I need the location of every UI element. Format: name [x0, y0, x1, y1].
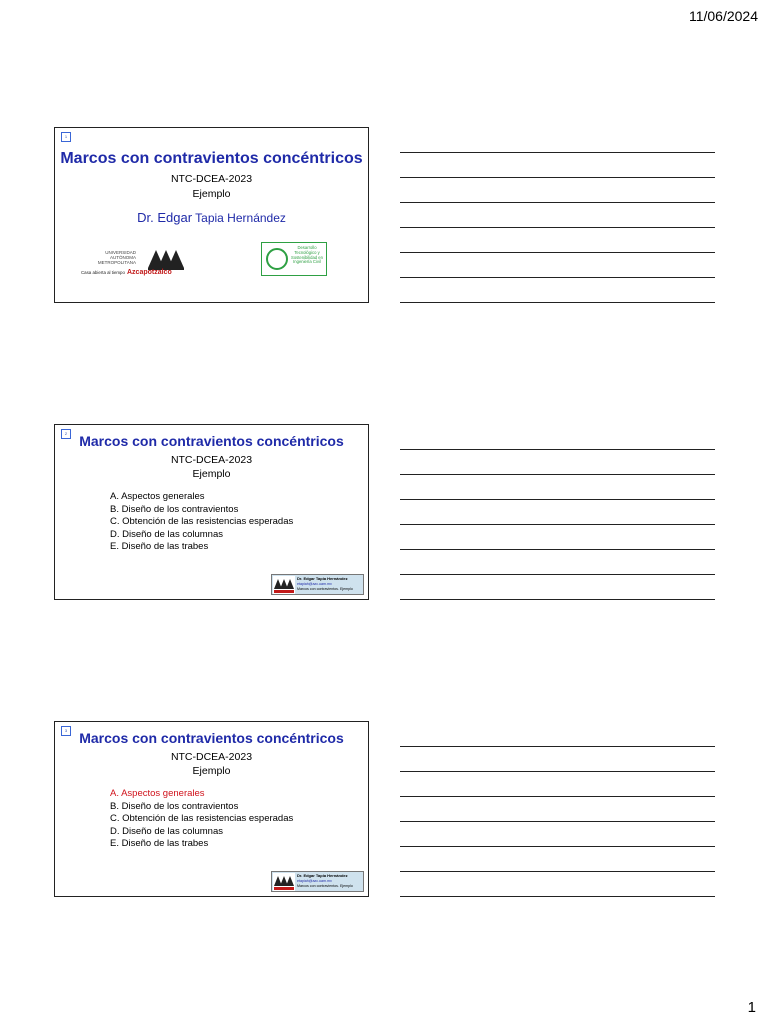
slide-title: Marcos con contravientos concéntricos: [79, 730, 344, 746]
toc-item: D. Diseño de las columnas: [110, 528, 223, 540]
slide-2: [54, 424, 369, 600]
toc-item: B. Diseño de los contravientos: [110, 800, 239, 812]
note-line: [400, 202, 715, 203]
author-rest: Tapia Hernández: [195, 211, 286, 225]
author-prefix: Dr. Edgar: [137, 210, 193, 225]
slide-number: 2: [61, 429, 71, 439]
slide-subtitle-2: Ejemplo: [192, 468, 231, 480]
note-line: [400, 896, 715, 897]
note-line: [400, 474, 715, 475]
note-line: [400, 871, 715, 872]
slide-number: 3: [61, 726, 71, 736]
group-logo-label: Desarrollo Tecnológico y Sostenibilidad en Ingeniería Civil: [291, 245, 323, 265]
note-line: [400, 821, 715, 822]
slide-footer-badge: [271, 871, 364, 892]
toc-item: A. Aspectos generales: [110, 491, 205, 502]
uam-mark-icon: [273, 873, 295, 891]
note-line: [400, 227, 715, 228]
toc-item: D. Diseño de las columnas: [110, 825, 223, 837]
group-logo-icon: [266, 248, 288, 270]
footer-description: Marcos con contravientos. Ejemplo: [297, 884, 353, 888]
note-line: [400, 277, 715, 278]
note-line: [400, 449, 715, 450]
toc-item: E. Diseño de las trabes: [110, 838, 209, 849]
slide-title: Marcos con contravientos concéntricos: [60, 150, 363, 167]
note-line: [400, 252, 715, 253]
footer-author: Dr. Edgar Tapia Hernández: [297, 873, 348, 878]
slide-subtitle: NTC-DCEA-2023: [170, 173, 253, 185]
uam-campus: Azcapotzalco: [127, 269, 172, 276]
note-line: [400, 574, 715, 575]
page-number: 1: [747, 999, 756, 1016]
table-of-contents: [110, 491, 293, 554]
note-line: [400, 177, 715, 178]
slide-1: [54, 127, 369, 303]
group-logo: [261, 242, 327, 276]
slide-subtitle: NTC-DCEA-2023: [170, 454, 253, 466]
footer-email: etapiah@azc.uam.mx: [297, 582, 332, 586]
toc-item: B. Diseño de los contravientos: [110, 503, 239, 515]
note-line: [400, 771, 715, 772]
toc-item: C. Obtención de las resistencias esperadas: [110, 516, 294, 527]
note-line: [400, 152, 715, 153]
uam-mark-icon: [273, 576, 295, 594]
toc-item: E. Diseño de las trabes: [110, 541, 209, 552]
note-line: [400, 524, 715, 525]
slide-3: [54, 721, 369, 897]
slide-subtitle-2: Ejemplo: [192, 188, 231, 200]
uam-tagline: Casa abierta al tiempo: [81, 270, 125, 275]
note-line: [400, 846, 715, 847]
slide-title: Marcos con contravientos concéntricos: [79, 433, 344, 449]
note-line: [400, 549, 715, 550]
footer-author: Dr. Edgar Tapia Hernández: [297, 576, 348, 581]
footer-description: Marcos con contravientos. Ejemplo: [297, 587, 353, 591]
note-line: [400, 499, 715, 500]
toc-item: C. Obtención de las resistencias esperadas: [110, 813, 294, 824]
slide-subtitle-2: Ejemplo: [192, 765, 231, 777]
uam-logo: [81, 248, 187, 280]
toc-item-active: A. Aspectos generales: [110, 788, 205, 799]
note-line: [400, 796, 715, 797]
note-line: [400, 302, 715, 303]
table-of-contents: [110, 788, 293, 851]
print-date: 11/06/2024: [688, 8, 758, 24]
note-line: [400, 746, 715, 747]
uam-mark-icon: [147, 248, 185, 270]
note-line: [400, 599, 715, 600]
uam-name: UNIVERSIDAD AUTÓNOMA METROPOLITANA: [97, 250, 136, 265]
slide-number: 1: [61, 132, 71, 142]
author-name: [55, 210, 368, 225]
slide-footer-badge: [271, 574, 364, 595]
slide-subtitle: NTC-DCEA-2023: [170, 751, 253, 763]
footer-email: etapiah@azc.uam.mx: [297, 879, 332, 883]
